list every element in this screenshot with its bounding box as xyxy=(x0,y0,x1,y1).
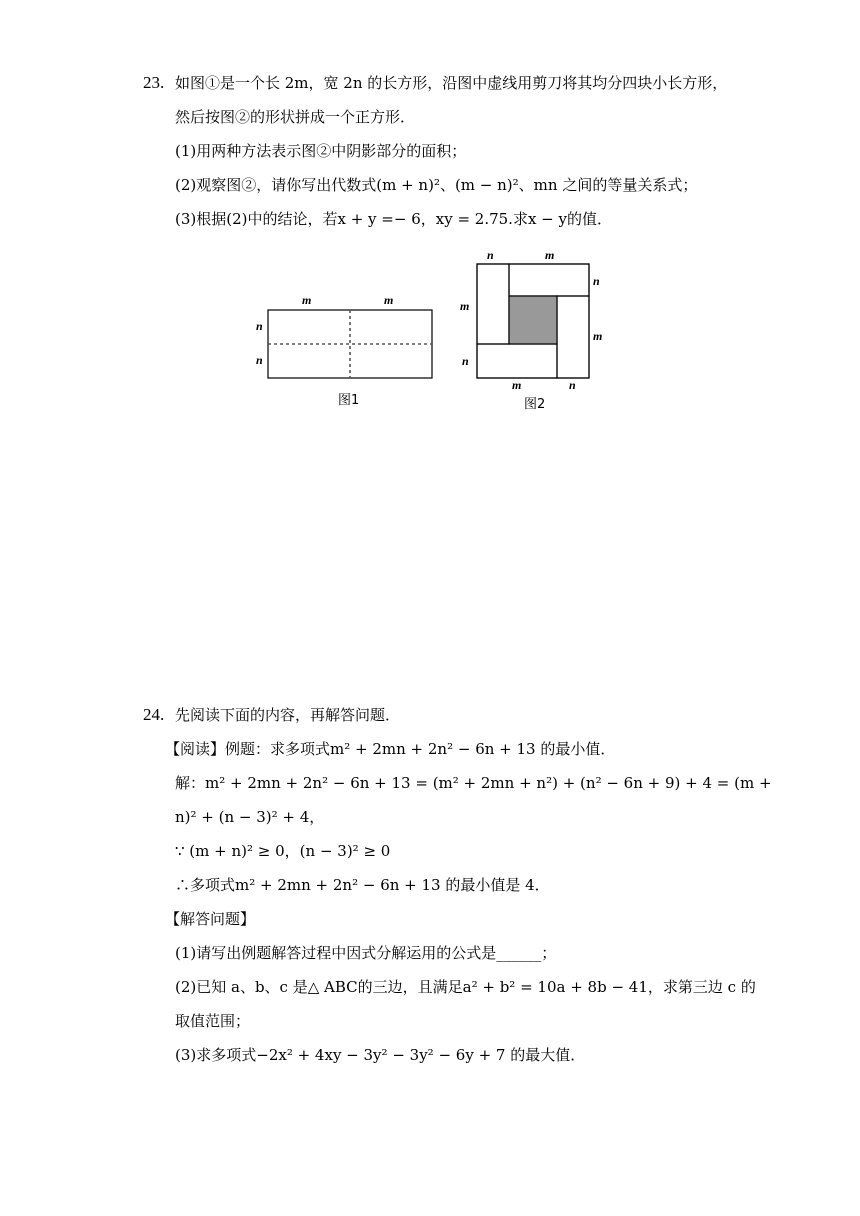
q24-solution-line2: n)² + (n − 3)² + 4， xyxy=(175,808,325,826)
q24-number: 24. xyxy=(143,705,165,724)
q24-read: 【阅读】例题：求多项式m² + 2mn + 2n² − 6n + 13 的最小值． xyxy=(165,740,616,758)
figure-2 xyxy=(456,244,606,414)
q24-part1: (1)请写出例题解答过程中因式分解运用的公式是______； xyxy=(175,944,557,962)
figure-2-label-bottom-n: n xyxy=(569,378,576,392)
figure-1-caption: 图1 xyxy=(338,393,360,408)
figure-1 xyxy=(250,288,450,418)
figure-1-label-n-bottom: n xyxy=(256,353,263,367)
figure-2-left-rect xyxy=(477,264,509,344)
figure-2-label-bottom-m: m xyxy=(512,378,522,392)
figure-2-label-top-n: n xyxy=(487,248,494,262)
q23-part1: (1)用两种方法表示图②中阴影部分的面积； xyxy=(175,142,467,160)
q23-line1: 如图①是一个长 2m，宽 2n 的长方形，沿图中虚线用剪刀将其均分四块小长方形， xyxy=(175,74,728,92)
q24-heading: 【解答问题】 xyxy=(165,910,256,928)
figure-2-top-rect xyxy=(509,264,589,296)
figure-2-label-left-m: m xyxy=(460,299,470,313)
figure-2-label-right-m: m xyxy=(593,329,603,343)
figure-2-bottom-rect xyxy=(477,344,557,378)
q23-line2: 然后按图②的形状拼成一个正方形． xyxy=(175,108,416,126)
figure-2-label-top-m: m xyxy=(545,248,555,262)
figure-2-caption: 图2 xyxy=(524,397,546,412)
q23-part2: (2)观察图②，请你写出代数式(m + n)²、(m − n)²、mn 之间的等量关系式； xyxy=(175,176,698,194)
q24-part3: (3)求多项式−2x² + 4xy − 3y² − 3y² − 6y + 7 的最大值． xyxy=(175,1046,586,1064)
q23-number: 23. xyxy=(143,73,165,92)
figure-2-label-right-n: n xyxy=(593,274,600,288)
figure-1-label-n-top: n xyxy=(256,319,263,333)
q23-part3: (3)根据(2)中的结论，若x + y =− 6，xy = 2.75.求x − y的值． xyxy=(175,210,612,228)
q24-part2-line1: (2)已知 a、b、c 是△ ABC的三边，且满足a² + b² = 10a + 8b − 41，求第三边 c 的 xyxy=(175,978,756,996)
figure-2-label-left-n: n xyxy=(462,354,469,368)
q24-part2-line2: 取值范围； xyxy=(175,1012,251,1030)
q24-therefore: ∴多项式m² + 2mn + 2n² − 6n + 13 的最小值是 4． xyxy=(175,876,550,894)
q24-intro: 先阅读下面的内容，再解答问题． xyxy=(175,706,401,724)
figure-1-label-m-left: m xyxy=(302,293,312,307)
q24-because: ∵ (m + n)² ≥ 0，(n − 3)² ≥ 0 xyxy=(175,842,391,860)
figure-1-label-m-right: m xyxy=(384,293,394,307)
figure-2-shaded-square xyxy=(509,296,557,344)
figure-2-right-rect xyxy=(557,296,589,378)
q24-solution-line1: 解：m² + 2mn + 2n² − 6n + 13 = (m² + 2mn + n²) + (n² − 6n + 9) + 4 = (m + xyxy=(175,774,772,792)
